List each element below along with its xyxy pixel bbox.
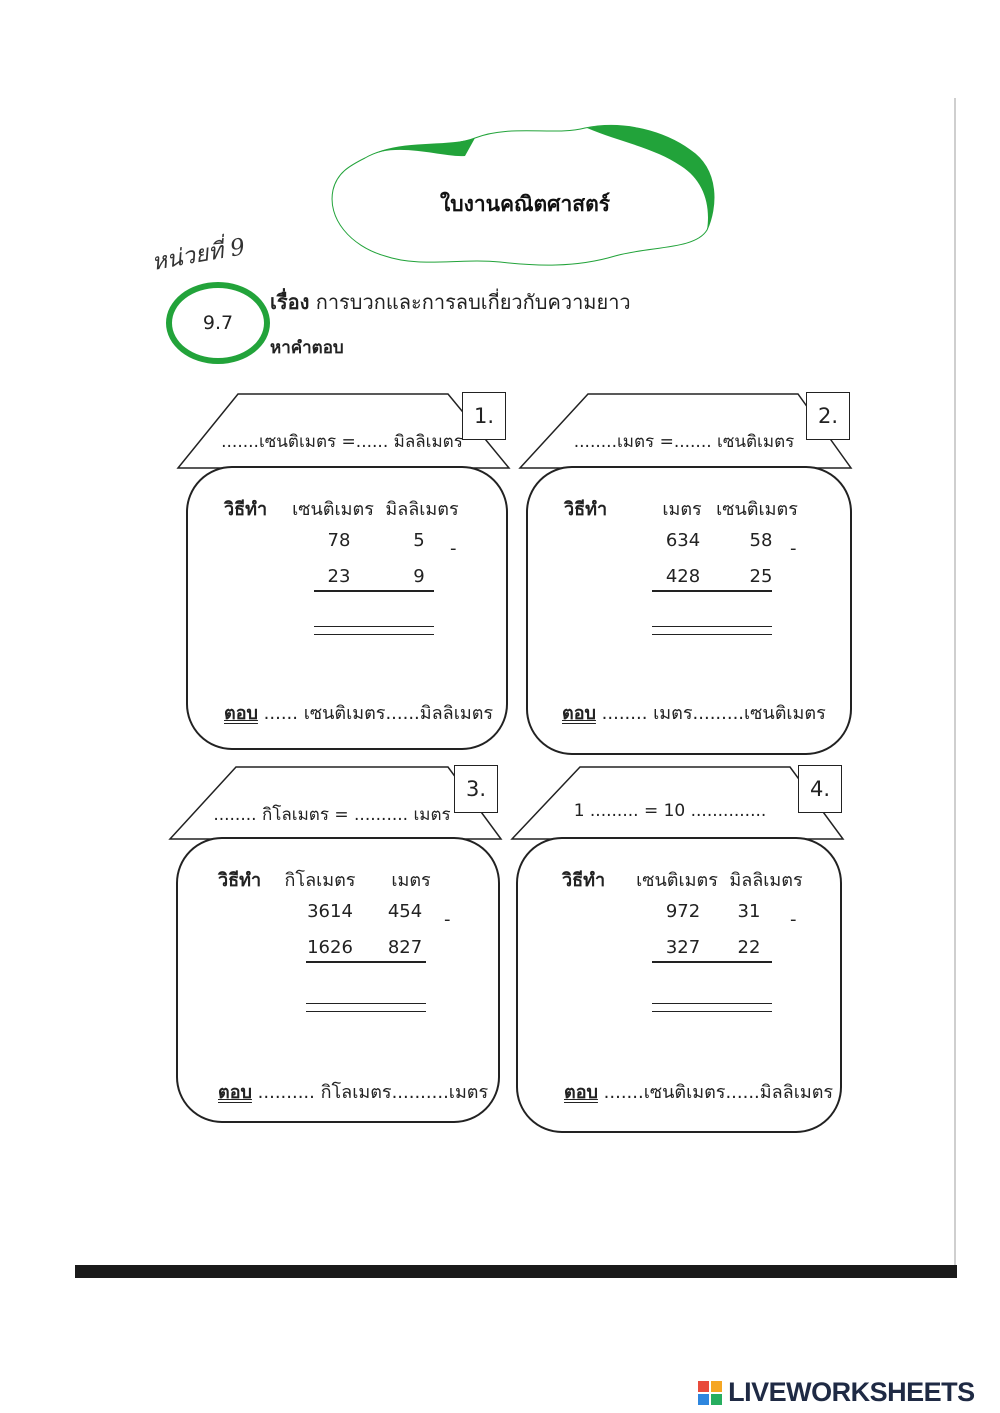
roof-conversion-input[interactable]: .......เซนติเมตร =...... มิลลิเมตร — [221, 432, 463, 452]
method-label: วิธีทำ — [564, 499, 608, 520]
problem-card-2 — [518, 392, 853, 757]
topic-label: เรื่อง — [270, 290, 310, 314]
column-header: กิโลเมตร — [284, 870, 356, 891]
value-top-right: 31 — [737, 901, 761, 922]
answer-label: ตอบ — [562, 703, 596, 724]
house-body — [526, 466, 852, 755]
value-top-right: 58 — [749, 530, 773, 551]
topic-text: การบวกและการลบเกี่ยวกับความยาว — [315, 290, 631, 314]
problem-number: 4. — [798, 765, 842, 813]
problem-number: 2. — [806, 392, 850, 440]
answer-line[interactable] — [562, 698, 826, 727]
column-header: เซนติเมตร — [716, 499, 798, 520]
minus-sign: - — [444, 909, 451, 930]
instruction: หาคำตอบ — [270, 338, 344, 358]
column-header: เซนติเมตร — [292, 499, 374, 520]
value-bottom-right: 827 — [387, 937, 423, 958]
minus-sign: - — [790, 909, 797, 930]
column-header: เซนติเมตร — [636, 870, 718, 891]
method-label: วิธีทำ — [218, 870, 262, 891]
answer-line[interactable] — [564, 1077, 833, 1106]
answer-label: ตอบ — [224, 703, 258, 724]
title-cloud — [325, 118, 725, 278]
problem-card-1 — [176, 392, 511, 752]
result-input[interactable] — [306, 1003, 426, 1012]
worksheet-title: ใบงานคณิตศาสตร์ — [439, 192, 610, 216]
house-body — [186, 466, 508, 750]
page-edge-rule — [954, 98, 956, 1278]
value-bottom-left: 1626 — [307, 937, 353, 958]
value-top-left: 3614 — [307, 901, 353, 922]
method-label: วิธีทำ — [224, 499, 268, 520]
problem-number: 1. — [462, 392, 506, 440]
value-bottom-right: 25 — [749, 566, 773, 587]
problem-number: 3. — [454, 765, 498, 813]
unit-label: หน่วยที่ 9 — [149, 234, 248, 277]
answer-blanks[interactable]: .......... กิโลเมตร..........เมตร — [251, 1082, 489, 1103]
answer-blanks[interactable]: .......เซนติเมตร......มิลลิเมตร — [597, 1082, 834, 1103]
answer-line[interactable] — [218, 1077, 488, 1106]
column-header: มิลลิเมตร — [729, 870, 803, 891]
answer-line[interactable] — [224, 698, 493, 727]
sum-line — [314, 590, 434, 592]
unit-badge — [166, 282, 270, 364]
topic-line — [270, 286, 631, 318]
roof-conversion-input[interactable]: ........ กิโลเมตร = .......... เมตร — [213, 805, 451, 825]
result-input[interactable] — [652, 626, 772, 635]
sum-line — [306, 961, 426, 963]
result-input[interactable] — [652, 1003, 772, 1012]
roof-conversion-input[interactable]: ........เมตร =....... เซนติเมตร — [573, 432, 795, 452]
unit-number: 9.7 — [202, 312, 234, 334]
house-body — [176, 837, 500, 1123]
roof-conversion-input[interactable]: 1 ......... = 10 .............. — [573, 801, 767, 821]
house-body — [516, 837, 842, 1133]
method-label: วิธีทำ — [562, 870, 606, 891]
value-top-right: 5 — [413, 530, 425, 551]
column-header: มิลลิเมตร — [385, 499, 459, 520]
minus-sign: - — [450, 538, 457, 559]
answer-blanks[interactable]: ...... เซนติเมตร......มิลลิเมตร — [257, 703, 494, 724]
answer-label: ตอบ — [564, 1082, 598, 1103]
value-bottom-right: 22 — [737, 937, 761, 958]
minus-sign: - — [790, 538, 797, 559]
value-top-right: 454 — [387, 901, 423, 922]
liveworksheets-logo-icon — [697, 1380, 723, 1406]
column-header: เมตร — [391, 870, 431, 891]
value-bottom-right: 9 — [413, 566, 425, 587]
brand-name: LIVEWORKSHEETS — [728, 1377, 975, 1407]
footer-bar — [75, 1265, 957, 1278]
value-bottom-left: 327 — [665, 937, 701, 958]
value-top-left: 78 — [327, 530, 351, 551]
sum-line — [652, 961, 772, 963]
answer-blanks[interactable]: ........ เมตร.........เซนติเมตร — [595, 703, 826, 724]
value-bottom-left: 428 — [665, 566, 701, 587]
sum-line — [652, 590, 772, 592]
answer-label: ตอบ — [218, 1082, 252, 1103]
brand-logo[interactable] — [697, 1377, 975, 1409]
result-input[interactable] — [314, 626, 434, 635]
value-top-left: 634 — [665, 530, 701, 551]
value-bottom-left: 23 — [327, 566, 351, 587]
column-header: เมตร — [662, 499, 702, 520]
value-top-left: 972 — [665, 901, 701, 922]
problem-card-4 — [510, 765, 845, 1135]
problem-card-3 — [168, 765, 503, 1125]
